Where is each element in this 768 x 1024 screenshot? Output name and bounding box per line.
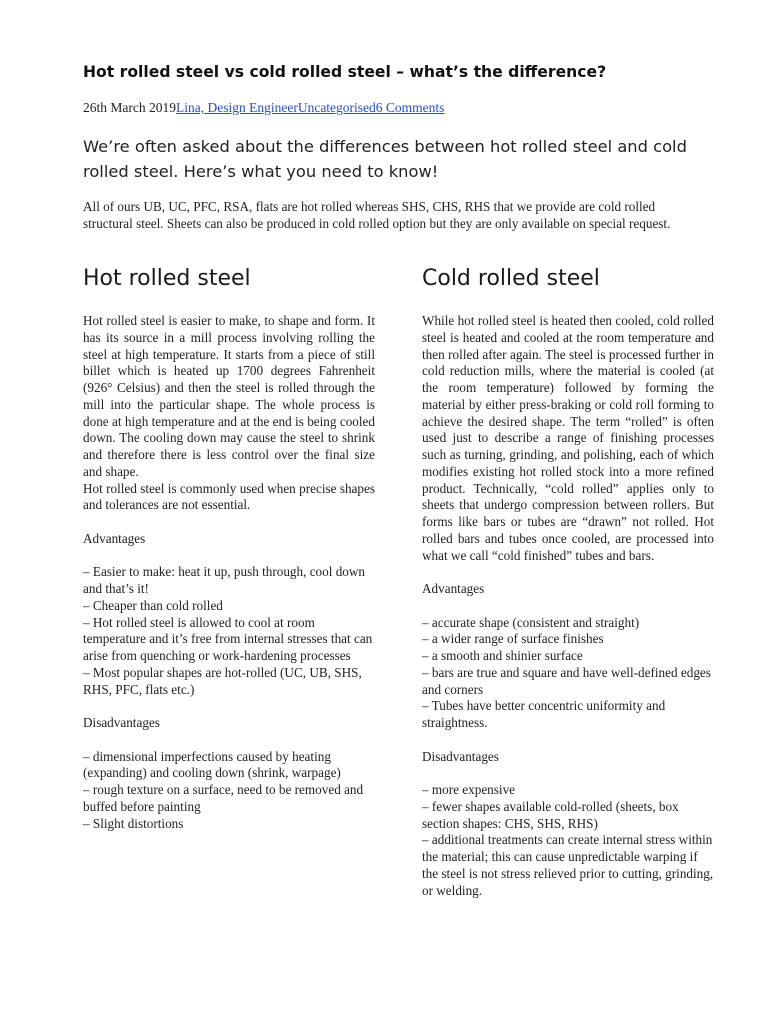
- author-link[interactable]: Lina, Design Engineer: [175, 100, 298, 115]
- cold-rolled-heading: Cold rolled steel: [422, 266, 600, 291]
- list-item: – fewer shapes available cold-rolled (sheets, box section shapes: CHS, SHS, RHS): [422, 798, 679, 831]
- lead-paragraph: We’re often asked about the differences between hot rolled steel and cold rolled steel. Here’s what you need to know!: [83, 137, 687, 181]
- list-item: – Easier to make: heat it up, push through, cool down and that’s it!: [83, 564, 366, 596]
- list-item: – accurate shape (consistent and straight): [422, 614, 640, 630]
- category-link[interactable]: Uncategorised: [297, 100, 376, 115]
- hot-rolled-heading: Hot rolled steel: [83, 266, 251, 291]
- list-item: – dimensional imperfections caused by heating (expanding) and cooling down (shrink, warpage): [83, 748, 341, 781]
- hot-rolled-section: [83, 262, 375, 832]
- list-item: – bars are true and square and have well-defined edges and corners: [422, 664, 711, 697]
- comments-link[interactable]: 6 Comments: [375, 100, 445, 115]
- cold-disadvantages-label: Disadvantages: [422, 748, 499, 764]
- list-item: – Hot rolled steel is allowed to cool at room temperature and it’s free from internal stresses that can arise from quenching or work-hardening processes: [83, 614, 373, 663]
- post-date: 26th March 2019: [83, 100, 176, 115]
- hot-rolled-usage: Hot rolled steel is commonly used when precise shapes and tolerances are not essential.: [83, 480, 375, 513]
- cold-rolled-section: [422, 262, 714, 899]
- hot-rolled-description: Hot rolled steel is easier to make, to shape and form. It has its source in a mill process involving rolling the steel at high temperature. It starts from a piece of still billet which is heated up 1700 degrees Fahrenheit (926° Celsius) and then the steel is rolled through the mill into the particular shape. The whole process is done at high temperature and at the end is being cooled down. The cooling down may cause the steel to shrink and therefore there is less control over the final size and shape.: [83, 313, 375, 479]
- list-item: – a wider range of surface finishes: [422, 631, 604, 647]
- cold-disadvantages-list: [422, 782, 714, 899]
- list-item: – Cheaper than cold rolled: [83, 597, 223, 613]
- hot-advantages-label: Advantages: [83, 530, 146, 546]
- hot-disadvantages-label: Disadvantages: [83, 715, 160, 730]
- list-item: – rough texture on a surface, need to be removed and buffed before painting: [83, 782, 364, 814]
- article-meta: [83, 100, 444, 116]
- list-item: – Most popular shapes are hot-rolled (UC, UB, SHS, RHS, PFC, flats etc.): [83, 664, 362, 697]
- list-item: – more expensive: [422, 782, 516, 797]
- hot-advantages-list: [83, 564, 375, 698]
- article-title: Hot rolled steel vs cold rolled steel – what’s the difference?: [83, 63, 607, 81]
- cold-advantages-list: [422, 615, 714, 732]
- intro-paragraph: All of ours UB, UC, PFC, RSA, flats are hot rolled whereas SHS, CHS, RHS that we provide are cold rolled structural steel. Sheets can also be produced in cold rolled option but they are only available on special request.: [83, 199, 671, 231]
- hot-disadvantages-list: [83, 749, 375, 833]
- list-item: – Slight distortions: [83, 815, 184, 831]
- list-item: – additional treatments can create internal stress within the material; this can cause unpredictable warping if the steel is not stress relieved prior to cutting, grinding, or welding.: [422, 832, 714, 898]
- cold-rolled-description: While hot rolled steel is heated then cooled, cold rolled steel is heated and cooled at the room temperature and then rolled after again. The steel is processed further in cold reduction mills, where the material is cooled (at the room temperature) followed by forming the material by either press-braking or cold roll forming to achieve the desired shape. The term “rolled” is often used just to describe a range of finishing processes such as turning, grinding, and polishing, each of which modifies existing hot rolled stock into a more refined product. Technically, “cold rolled” applies only to sheets that undergo compression between rollers. But forms like bars or tubes are “drawn” not rolled. Hot rolled bars and tubes once cooled, are processed into what we call “cold finished” tubes and bars.: [422, 313, 714, 563]
- list-item: – a smooth and shinier surface: [422, 648, 583, 663]
- cold-advantages-label: Advantages: [422, 581, 485, 596]
- list-item: – Tubes have better concentric uniformity and straightness.: [422, 698, 666, 730]
